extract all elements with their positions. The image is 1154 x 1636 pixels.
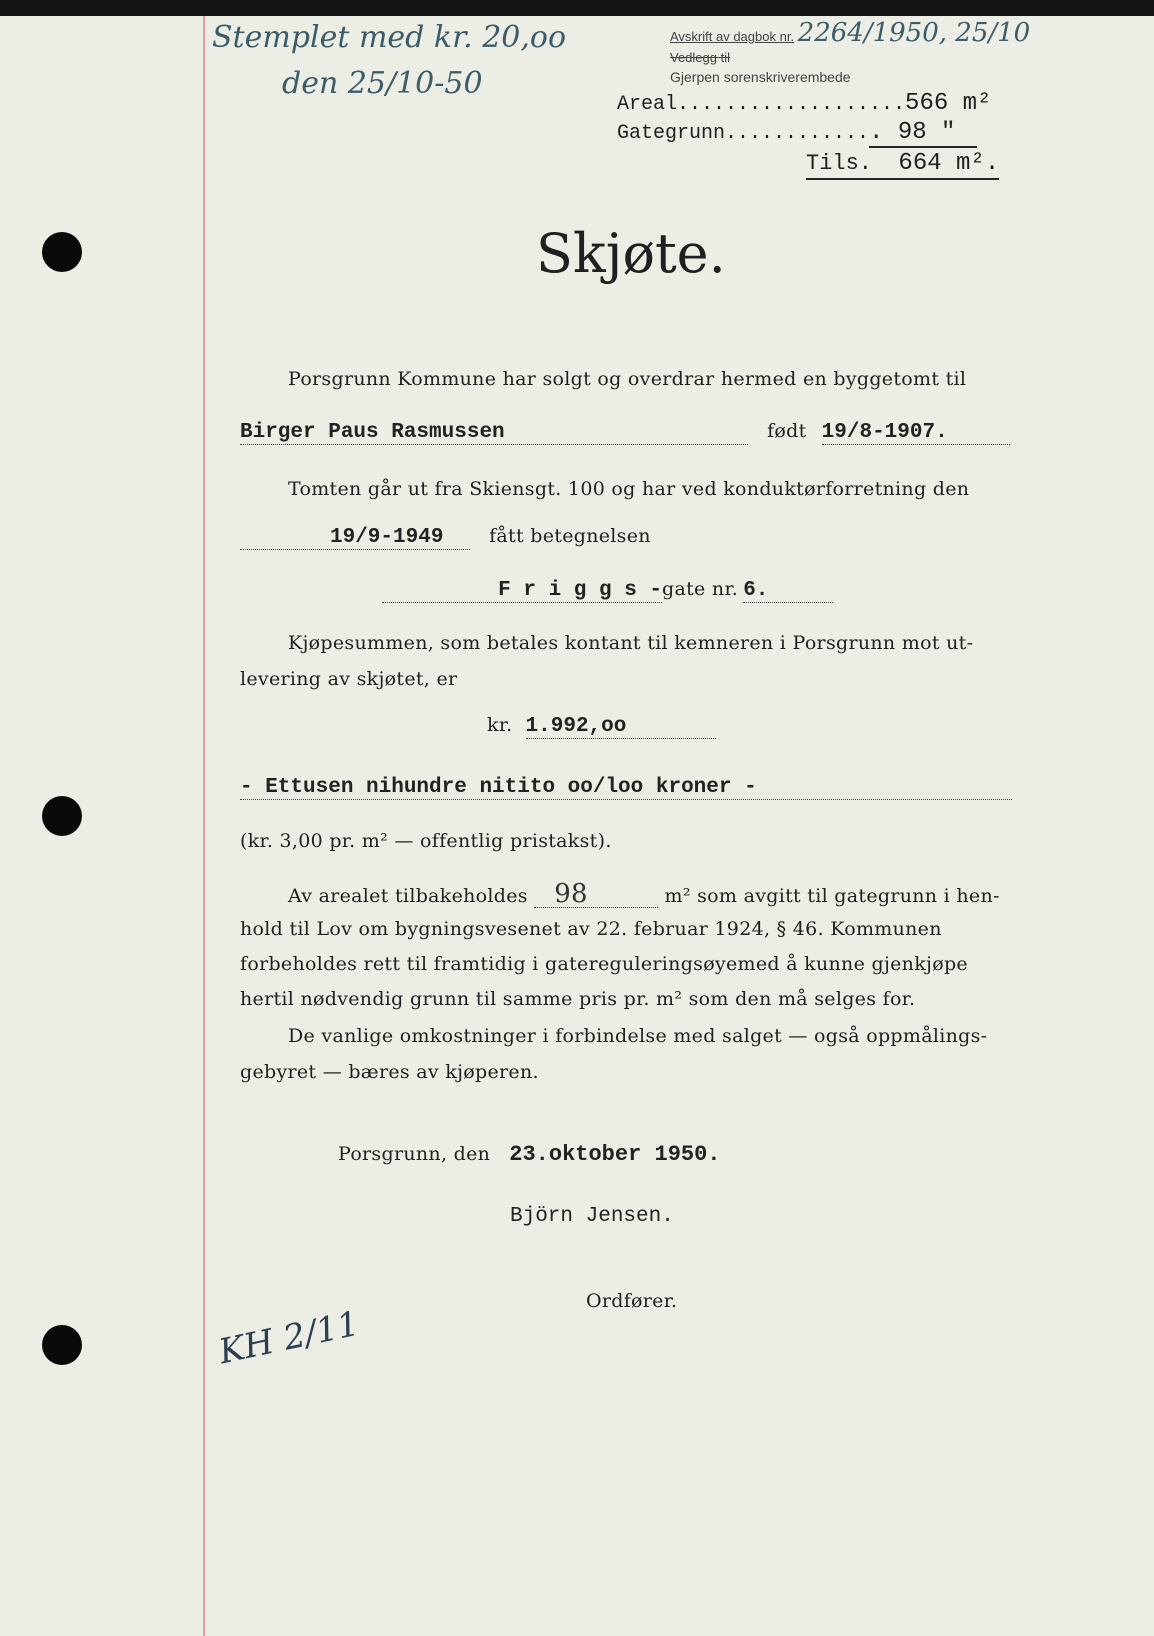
price-note: (kr. 3,00 pr. m² — offentlig pristakst).: [240, 830, 612, 852]
street-row: F r i g g s -gate nr. 6.: [382, 578, 833, 603]
document-title: Skjøte.: [536, 222, 726, 285]
amount-row: kr. 1.992,oo: [487, 714, 716, 739]
stamp-line1: Avskrift av dagbok nr. 2264/1950, 25/10: [670, 18, 1031, 48]
handwritten-note-line1: Stemplet med kr. 20,oo: [212, 20, 567, 55]
paragraph: Porsgrunn Kommune har solgt og overdrar hermed en byggetomt til: [288, 368, 967, 390]
place-date: Porsgrunn, den 23.oktober 1950.: [338, 1142, 721, 1167]
scan-border: [0, 0, 1154, 16]
buyer-row: Birger Paus Rasmussen født 19/8-1907.: [240, 420, 1010, 445]
punch-hole: [42, 232, 82, 272]
paragraph: Kjøpesummen, som betales kontant til kemneren i Porsgrunn mot ut-: [288, 632, 974, 654]
initials: KH 2/11: [215, 1303, 363, 1373]
paragraph: forbeholdes rett til framtidig i gatereguleringsøyemed å kunne gjenkjøpe: [240, 953, 968, 975]
stamp-line3: Gjerpen sorenskriverembede: [670, 69, 851, 85]
paragraph: De vanlige omkostninger i forbindelse med salget — også oppmålings-: [288, 1025, 988, 1047]
gategrunn-row: Gategrunn............. 98 ": [617, 119, 977, 147]
amount-in-words: - Ettusen nihundre nitito oo/loo kroner -: [240, 776, 1012, 800]
survey-row: 19/9-1949 fått betegnelsen: [240, 525, 651, 550]
total-row: Tils. 664 m².: [806, 150, 999, 180]
paragraph: Tomten går ut fra Skiensgt. 100 og har ved konduktørforretning den: [288, 478, 970, 500]
punch-hole: [42, 796, 82, 836]
punch-hole: [42, 1325, 82, 1365]
paragraph: Av arealet tilbakeholdes 98 m² som avgitt til gategrunn i hen-: [288, 879, 1000, 909]
paragraph: gebyret — bæres av kjøperen.: [240, 1061, 539, 1083]
handwritten-note-line2: den 25/10-50: [282, 66, 483, 101]
signer-name: Björn Jensen.: [510, 1205, 674, 1228]
paragraph: hold til Lov om bygningsvesenet av 22. februar 1924, § 46. Kommunen: [240, 918, 942, 940]
signer-role: Ordfører.: [586, 1290, 678, 1312]
paragraph: hertil nødvendig grunn til samme pris pr. m² som den må selges for.: [240, 988, 916, 1010]
paragraph: levering av skjøtet, er: [240, 668, 458, 690]
areal-row: Areal...................566 m²: [617, 90, 992, 117]
margin-line: [203, 16, 205, 1636]
stamp-line2: Vedlegg til: [670, 50, 730, 65]
